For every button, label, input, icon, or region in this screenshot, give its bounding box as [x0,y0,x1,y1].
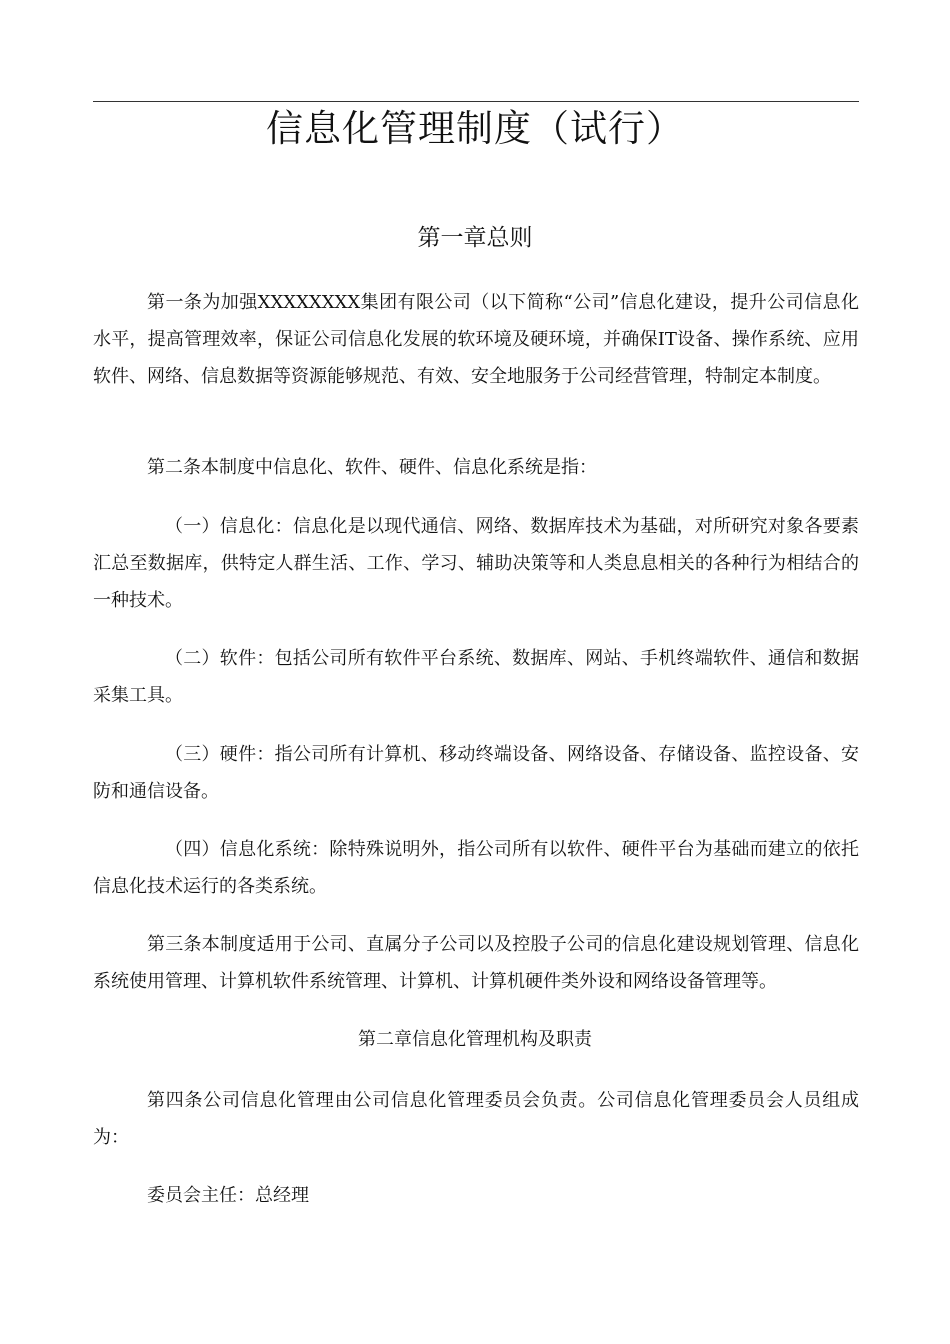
article-1-paragraph: 第一条为加强XXXXXXXX集团有限公司（以下简称“公司”信息化建设，提升公司信息化水平，提高管理效率，保证公司信息化发展的软环境及硬环境，并确保IT设备、操作系统、应用软件、网络、信息数据等资源能够规范、有效、安全地服务于公司经营管理，特制定本制度。 [93,292,859,387]
header-rule [93,101,859,102]
article-3-paragraph: 第三条本制度适用于公司、直属分子公司以及控股子公司的信息化建设规划管理、信息化系统使用管理、计算机软件系统管理、计算机、计算机硬件类外设和网络设备管理等。 [93,934,859,992]
article-2-paragraph: 第二条本制度中信息化、软件、硬件、信息化系统是指： [147,457,597,478]
document-title: 信息化管理制度（试行） [266,107,684,150]
item-4-paragraph: （四）信息化系统：除特殊说明外，指公司所有以软件、硬件平台为基础而建立的依托信息化技术运行的各类系统。 [93,839,859,897]
chapter-2-heading: 第二章信息化管理机构及职责 [358,1029,592,1050]
item-2-paragraph: （二）软件：包括公司所有软件平台系统、数据库、网站、手机终端软件、通信和数据采集工具。 [93,648,859,706]
chapter-1-heading: 第一章总则 [417,225,533,251]
item-1-paragraph: （一）信息化：信息化是以现代通信、网络、数据库技术为基础，对所研究对象各要素汇总至数据库，供特定人群生活、工作、学习、辅助决策等和人类息息相关的各种行为相结合的一种技术。 [93,516,859,611]
article-4-paragraph: 第四条公司信息化管理由公司信息化管理委员会负责。公司信息化管理委员会人员组成为： [93,1090,859,1148]
item-3-paragraph: （三）硬件：指公司所有计算机、移动终端设备、网络设备、存储设备、监控设备、安防和通信设备。 [93,744,859,802]
committee-director-line: 委员会主任：总经理 [147,1185,309,1206]
